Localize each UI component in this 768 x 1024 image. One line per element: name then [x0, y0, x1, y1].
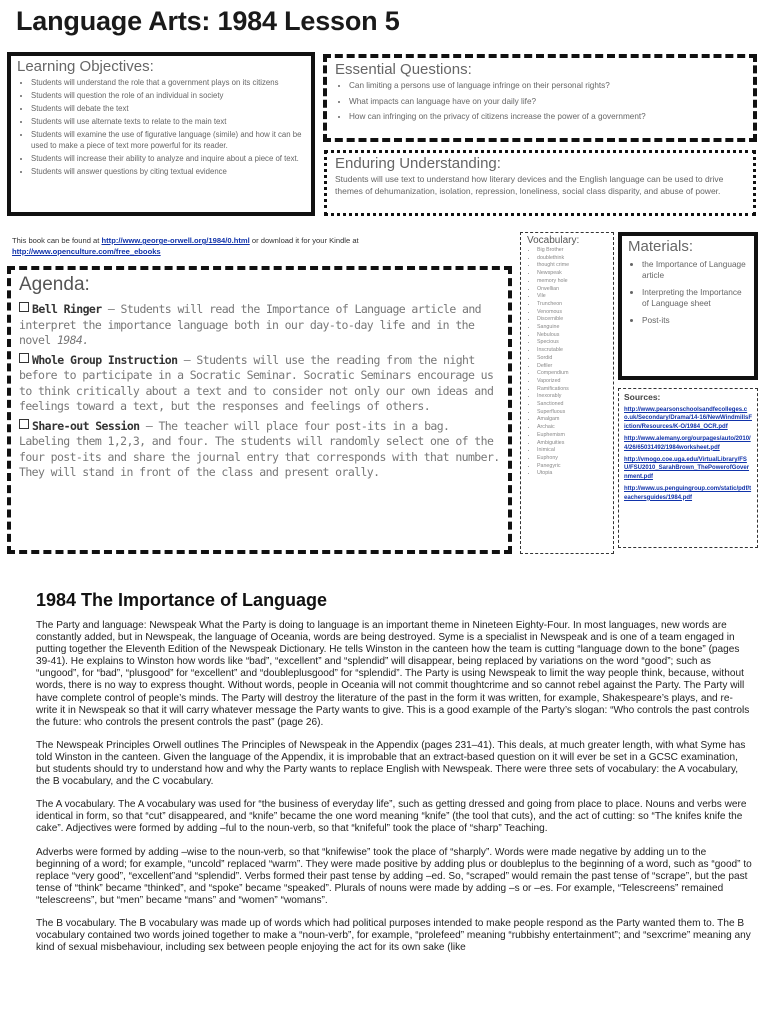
essential-questions-box: [323, 54, 757, 142]
vocabulary-heading: Vocabulary:: [527, 235, 580, 246]
vocabulary-list: [527, 247, 607, 478]
vocabulary-item: • Inscrutable: [537, 347, 607, 355]
vocabulary-item: • Discernible: [537, 316, 607, 324]
vocabulary-item: • Euphemism: [537, 432, 607, 440]
sources-heading: Sources:: [624, 392, 661, 402]
agenda-heading: Agenda:: [19, 274, 90, 295]
vocabulary-item: • Defiler: [537, 363, 607, 371]
vocabulary-item: • Vile: [537, 293, 607, 301]
vocabulary-item: • doublethink: [537, 255, 607, 263]
vocabulary-item: • memory hole: [537, 278, 607, 286]
source-link[interactable]: http://www.alemany.org/ourpages/auto/2010/4/26/65031492/1984worksheet.pdf: [624, 436, 751, 451]
sources-list: [624, 406, 752, 502]
list-item: • Students will examine the use of figurative language (simile) and how it can be used to make a piece of text more powerful for its reader.: [31, 129, 305, 151]
vocabulary-item: • Specious: [537, 339, 607, 347]
book-link[interactable]: http://www.george-orwell.org/1984/0.html: [101, 236, 250, 245]
vocabulary-item: • Ramifications: [537, 386, 607, 394]
list-item: • Students will debate the text: [31, 103, 305, 114]
vocabulary-item: • Sordid: [537, 355, 607, 363]
vocabulary-item: • Compendium: [537, 370, 607, 378]
vocabulary-item: • Amalgam: [537, 416, 607, 424]
list-item: • Students will use alternate texts to relate to the main text: [31, 116, 305, 127]
article-paragraph: The Party and language: Newspeak What the Party is doing to language is an important theme in Nineteen Eighty-Four. In most languages, new words are constantly added, but in Newspeak, the language of Oceania, words are being destroyed. Syme is a specialist in Newspeak and is one of a team engaged in putting together the Eleventh Edition of the Newspeak Dictionary. He tells Winston in the canteen how the team is cutting “language down to the bone” (pages 39-41). He explains to Winston how words like “bad”, “excellent” and “splendid” will disappear, being replaced by variations on the word “good”; such as “ungood”, for “bad”, “plusgood” for “excellent” and “doubleplusgood” for “splendid”. The Party is using Newspeak to limit the way people think, because, without words, there is no way to express thought. Without words, people in Oceania will not commit thoughtcrime and so cannot rebel against the Party. The Party will have complete control of people’s minds. The Party will destroy the literature of the past in the form it was written, for example, Shakespeare’s plays, and re-write it in Newspeak so that it will carry whatever message the Party wants to give. This is a good example of the Party’s slogan: “Who controls the past controls the future: who controls the present controls the past” (page 26).: [36, 620, 750, 728]
article-paragraph: The Newspeak Principles Orwell outlines The Principles of Newspeak in the Appendix (pages 231–41). This deals, at much greater length, with what Syme has told Winston in the canteen. Given the language of the Appendix, it is improbable that an extract-based question on it will ever be set in a GCSC examination, but students should try to understand how and why the Party wants to replace English with Newspeak. There were three sets of vocabulary: the A vocabulary, the B vocabulary, and the C vocabulary.: [36, 739, 746, 788]
learning-objectives-box: [7, 52, 315, 216]
vocabulary-item: • Sanctioned: [537, 401, 607, 409]
article-body: [36, 620, 752, 965]
source-link[interactable]: http://www.pearsonschoolsandfecolleges.co.uk/Secondary/Drama/14-16/NewWindmillsFiction/Resources/K-O/1984_OCR.pdf: [624, 407, 752, 430]
book-note: This book can be found at http://www.george-orwell.org/1984/0.html or download it for your Kindle at http://www.openculture.com/free_ebooks: [12, 236, 359, 256]
agenda-box: [7, 266, 512, 554]
vocabulary-item: • Venomous: [537, 309, 607, 317]
vocabulary-item: • Ambiguities: [537, 440, 607, 448]
list-item: • Interpreting the Importance of Language sheet: [642, 287, 748, 309]
list-item: • the Importance of Language article: [642, 259, 748, 281]
vocabulary-item: • Newspeak: [537, 270, 607, 278]
vocabulary-item: • Truncheon: [537, 301, 607, 309]
list-item: • How can infringing on the privacy of citizens increase the power of a government?: [349, 112, 745, 123]
list-item: • What impacts can language have on your daily life?: [349, 97, 745, 108]
article-paragraph: The A vocabulary. The A vocabulary was used for “the business of everyday life”, such as getting dressed and going from place to place. Nouns and verbs were identical in form, so that “cut” disappeared, and “knife” became the one word meaning “knife” (the tool that cuts), and the act of cutting: so “The knifes knife the cake”. Adjectives were formed by adding –ful to the noun-verb, so that “knifeful” took the place of “sharp” Teaching.: [36, 799, 747, 835]
enduring-understanding-box: [324, 150, 756, 216]
vocabulary-item: • Inexorably: [537, 393, 607, 401]
materials-box: [618, 232, 758, 380]
list-item: • Post-its: [642, 315, 748, 326]
list-item: • Students will answer questions by citing textual evidence: [31, 166, 305, 177]
vocabulary-item: • Utopia: [537, 470, 607, 478]
article-paragraph: The B vocabulary. The B vocabulary was made up of words which had political purposes intended to make people respond as the Party wanted them to. The B vocabulary contained two words joined together to make a “noun-verb”, for example, “prolefeed” meaning “rubbishy entertainment”; and “sexcrime” meaning any kind of sexual misbehaviour, including sex between people enjoying the act for its own sake (like: [36, 917, 751, 954]
list-item: • Students will increase their ability to analyze and inquire about a piece of text.: [31, 153, 305, 164]
sources-box: [618, 388, 758, 548]
list-item: • Students will question the role of an individual in society: [31, 90, 305, 101]
vocabulary-item: • Superfluous: [537, 409, 607, 417]
vocabulary-item: • Orwellian: [537, 286, 607, 294]
agenda-item-share-out: Share-out Session – The teacher will place four post-its in a bag. Labeling them 1,2,3, and four. The students will randomly select one of the four post-its and share the journal entry that corresponds with that number. They will stand in front of the class and present orally.: [19, 418, 500, 479]
page-title: Language Arts: 1984 Lesson 5: [16, 6, 400, 36]
vocabulary-box: [520, 232, 614, 554]
vocabulary-item: • Euphony: [537, 455, 607, 463]
source-link[interactable]: http://www.us.penguingroup.com/static/pdf/teachersguides/1984.pdf: [624, 486, 752, 501]
article-title: 1984 The Importance of Language: [36, 590, 328, 610]
ebook-link[interactable]: http://www.openculture.com/free_ebooks: [12, 246, 161, 256]
essential-questions-heading: Essential Questions:: [335, 61, 472, 78]
enduring-understanding-heading: Enduring Understanding:: [335, 155, 501, 172]
list-item: • Can limiting a persons use of language infringe on their personal rights?: [349, 81, 745, 92]
list-item: • Students will understand the role that a government plays on its citizens: [31, 77, 305, 88]
learning-objectives-heading: Learning Objectives:: [17, 58, 154, 75]
vocabulary-item: • Big Brother: [537, 247, 607, 255]
learning-objectives-list: [17, 77, 305, 177]
essential-questions-list: [335, 81, 745, 123]
checkbox-icon: [19, 419, 29, 429]
agenda-item-whole-group: Whole Group Instruction – Students will use the reading from the night before to participate in a Socratic Seminar. Socratic Seminars encourage us to think critically about a text and to consider not only our own ideas and feelings toward a text, but the responses and feelings of others.: [19, 352, 494, 413]
materials-list: [628, 259, 748, 326]
checkbox-icon: [19, 353, 29, 363]
checkbox-icon: [19, 302, 29, 312]
materials-heading: Materials:: [628, 238, 694, 255]
vocabulary-item: • Inimical: [537, 447, 607, 455]
vocabulary-item: • Vaporized: [537, 378, 607, 386]
vocabulary-item: • thought crime: [537, 262, 607, 270]
enduring-understanding-text: Students will use text to understand how literary devices and the English language can be used to drive themes of dehumanization, isolation, repression, loneliness, social class disparity, and abuse of power.: [335, 174, 724, 196]
source-link[interactable]: http://vmogo.coe.uga.edu/VirtualLibrary/FSU/FSU2010_SarahBrown_ThePowerofGovernment.pdf: [624, 457, 750, 480]
agenda-item-bell-ringer: Bell Ringer – Students will read the Importance of Language article and interpret the importance language both in our day-to-day life and in the novel 1984.: [19, 302, 481, 347]
article-paragraph: Adverbs were formed by adding –wise to the noun-verb, so that “knifewise” took the place of “sharply”. Words were made negative by adding un to the beginning of a word; for example, “uncold” replaced “warm”. They were made positive by adding plus or doubleplus to the beginning of a word, such as “good” to replace “very good”, “excellent”and “splendid”. Verbs formed their past tense by adding –ed. So, “scraped” would remain the past tense of “scrape”, but the past tense of “think” became “thinked”, and “spoke” became “speaked”. Plurals of nouns were made by adding –s or –es. For example, “Telescreens” remained “telescreens”, but “men” became “mans” and “women” “womans”.: [36, 846, 752, 906]
vocabulary-item: • Sanguine: [537, 324, 607, 332]
vocabulary-item: • Archaic: [537, 424, 607, 432]
vocabulary-item: • Panegyric: [537, 463, 607, 471]
vocabulary-item: • Nebulous: [537, 332, 607, 340]
